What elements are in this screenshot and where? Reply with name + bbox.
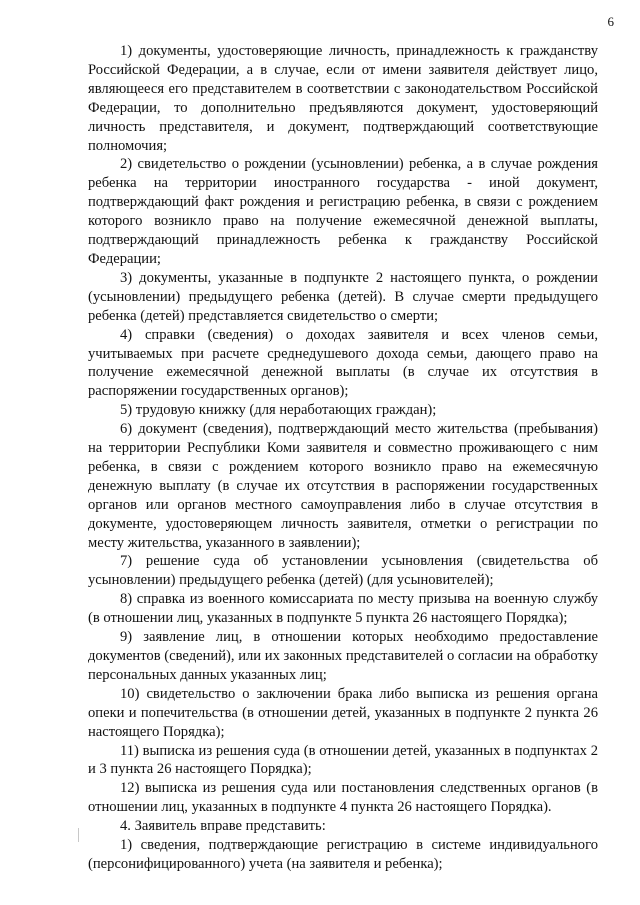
paragraph-item-10: 10) свидетельство о заключении брака либо выписка из решения органа опеки и попечительства (в отношении детей, указанных в подпункте 2 пункта 26 настоящего Порядка); — [88, 685, 598, 740]
section-4-item-1: 1) сведения, подтверждающие регистрацию в системе индивидуального (персонифицированного) учета (на заявителя и ребенка); — [88, 837, 598, 872]
paragraph-item-11: 11) выписка из решения суда (в отношении детей, указанных в подпунктах 2 и 3 пункта 26 настоящего Порядка); — [88, 742, 598, 778]
paragraph-item-6: 6) документ (сведения), подтверждающий место жительства (пребывания) на территории Республики Коми заявителя и совместно проживающего с ним ребенка, в связи с рождением которого возникло право на ежемесячную денежную выплату (в случае их отсутствия в распоряжении государственных органов или органов местного самоуправления либо в случае отсутствия в документе, удостоверяющем личность заявителя, отметки о регистрации по месту жительства, указанного в заявлении); — [88, 421, 598, 551]
paragraph-item-5: 5) трудовую книжку (для неработающих граждан); — [120, 402, 437, 419]
paragraph-item-1: 1) документы, удостоверяющие личность, принадлежность к гражданству Российской Федерации, а в случае, если от имени заявителя действует лицо, являющееся его представителем в соответствии с законодательством Российской Федерации, то дополнительно предъявляются документ, удостоверяющий личность представителя, и документ, подтверждающий соответствующие полномочия; — [88, 43, 598, 154]
paragraph-item-4: 4) справки (сведения) о доходах заявителя и всех членов семьи, учитываемых при расчете среднедушевого дохода семьи, дающего право на получение ежемесячной денежной выплаты (в случае их отсутствия в распоряжении государственных органов); — [88, 326, 598, 400]
paragraph-item-9: 9) заявление лиц, в отношении которых необходимо предоставление документов (сведений), или их законных представителей о согласии на обработку персональных данных указанных лиц; — [88, 629, 598, 683]
paragraph-item-2: 2) свидетельство о рождении (усыновлении) ребенка, а в случае рождения ребенка на территории иностранного государства - иной документ, подтверждающий факт рождения и регистрацию ребенка, в связи с рождением которого возникло право на получение ежемесячной денежной выплаты, подтверждающий принадлежность ребенка к гражданству Российской Федерации; — [88, 156, 598, 267]
document-body — [88, 42, 598, 874]
paragraph-item-3: 3) документы, указанные в подпункте 2 настоящего пункта, о рождении (усыновлении) предыдущего ребенка (детей). В случае смерти предыдущего ребенка (детей) представляется свидетельство о смерти; — [88, 269, 598, 324]
scan-artifact — [78, 828, 79, 842]
paragraph-item-7: 7) решение суда об установлении усыновления (свидетельства об усыновлении) предыдущего ребенка (детей) (для усыновителей); — [88, 553, 598, 589]
paragraph-item-8: 8) справка из военного комиссариата по месту призыва на военную службу (в отношении лиц, указанных в подпункте 5 пункта 26 настоящего Порядка); — [88, 591, 598, 627]
paragraph-item-12: 12) выписка из решения суда или постановления следственных органов (в отношении лиц, указанных в подпункте 4 пункта 26 настоящего Порядка). — [88, 780, 598, 816]
section-4-heading: 4. Заявитель вправе представить: — [120, 818, 326, 835]
page-number: 6 — [607, 14, 614, 29]
